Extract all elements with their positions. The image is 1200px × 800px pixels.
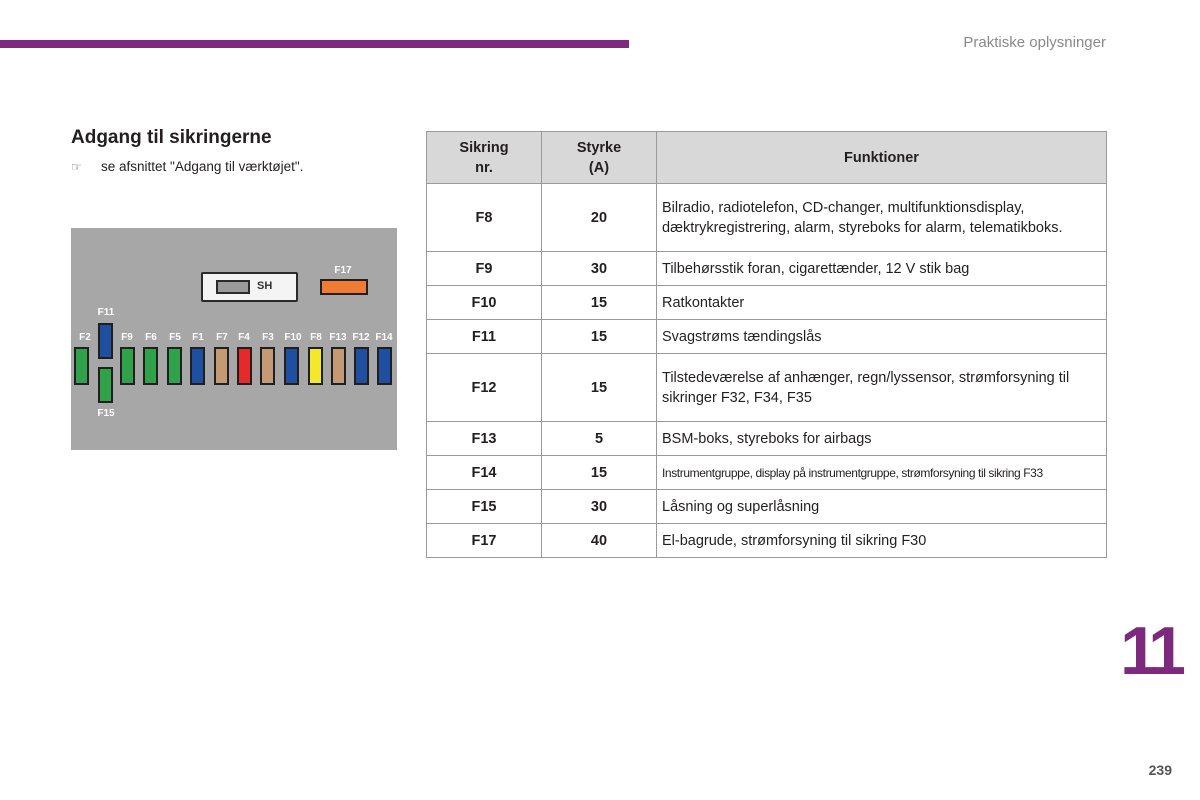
function-cell: El-bagrude, strømforsyning til sikring F30 xyxy=(657,524,1107,558)
fuse-label-f9: F9 xyxy=(121,332,133,343)
fuse-f10 xyxy=(284,347,299,385)
fuse-label-f8: F8 xyxy=(310,332,322,343)
fuse-label-f2: F2 xyxy=(79,332,91,343)
amperage-cell: 20 xyxy=(542,184,657,252)
fuse-nr-cell: F9 xyxy=(427,252,542,286)
chapter-number: 11 xyxy=(1120,613,1180,689)
fuse-label-f10: F10 xyxy=(284,332,302,343)
table-row xyxy=(427,252,1107,286)
fuse-f13 xyxy=(331,347,346,385)
header-functions: Funktioner xyxy=(657,132,1107,184)
amperage-cell: 30 xyxy=(542,252,657,286)
fuse-f2 xyxy=(74,347,89,385)
function-cell: Svagstrøms tændingslås xyxy=(657,320,1107,354)
fuse-f6 xyxy=(143,347,158,385)
amperage-cell: 30 xyxy=(542,490,657,524)
pointing-hand-icon: ☞ xyxy=(71,159,82,174)
fuse-nr-cell: F10 xyxy=(427,286,542,320)
fuse-label-f1: F1 xyxy=(192,332,204,343)
header-fuse-nr: Sikring nr. xyxy=(427,132,542,184)
table-row xyxy=(427,354,1107,422)
fuse-label-f5: F5 xyxy=(169,332,181,343)
function-cell: Låsning og superlåsning xyxy=(657,490,1107,524)
fuse-label-f11: F11 xyxy=(97,307,115,318)
fuse-nr-cell: F12 xyxy=(427,354,542,422)
page-number: 239 xyxy=(1148,762,1172,778)
fuse-label-f6: F6 xyxy=(145,332,157,343)
table-row xyxy=(427,456,1107,490)
table-row xyxy=(427,184,1107,252)
bullet-text: se afsnittet "Adgang til værktøjet". xyxy=(101,159,304,174)
fuse-nr-cell: F11 xyxy=(427,320,542,354)
fuse-f5 xyxy=(167,347,182,385)
fuse-label-f13: F13 xyxy=(329,332,347,343)
table-header-row xyxy=(427,132,1107,184)
function-cell: BSM-boks, styreboks for airbags xyxy=(657,422,1107,456)
table-row xyxy=(427,422,1107,456)
header-amperage: Styrke (A) xyxy=(542,132,657,184)
amperage-cell: 5 xyxy=(542,422,657,456)
function-cell: Bilradio, radiotelefon, CD-changer, multifunktionsdisplay, dæktrykregistrering, alarm, styreboks for alarm, telematikboks. xyxy=(657,184,1107,252)
fuse-f12 xyxy=(354,347,369,385)
fuse-f8 xyxy=(308,347,323,385)
function-cell: Instrumentgruppe, display på instrumentgruppe, strømforsyning til sikring F33 xyxy=(657,456,1107,490)
function-cell: Tilstedeværelse af anhænger, regn/lyssensor, strømforsyning til sikringer F32, F34, F35 xyxy=(657,354,1107,422)
section-header: Praktiske oplysninger xyxy=(963,34,1106,51)
fuse-label-f7: F7 xyxy=(216,332,228,343)
table-row xyxy=(427,490,1107,524)
fuse-nr-cell: F17 xyxy=(427,524,542,558)
sh-shunt xyxy=(201,272,298,302)
fuse-label-f14: F14 xyxy=(375,332,393,343)
fuse-f14 xyxy=(377,347,392,385)
fuse-label-f12: F12 xyxy=(352,332,370,343)
amperage-cell: 15 xyxy=(542,320,657,354)
fuse-f9 xyxy=(120,347,135,385)
fuse-label-f15: F15 xyxy=(97,408,115,419)
fuse-nr-cell: F8 xyxy=(427,184,542,252)
amperage-cell: 15 xyxy=(542,456,657,490)
fuse-f4 xyxy=(237,347,252,385)
fuse-label-f3: F3 xyxy=(262,332,274,343)
fuse-f17 xyxy=(320,279,368,295)
fuse-label-f17: F17 xyxy=(334,265,352,276)
fuse-nr-cell: F13 xyxy=(427,422,542,456)
fuse-label-f4: F4 xyxy=(238,332,250,343)
fuse-table xyxy=(426,131,1107,558)
fuse-f7 xyxy=(214,347,229,385)
fuse-f3 xyxy=(260,347,275,385)
bullet-line xyxy=(71,159,303,174)
fuse-nr-cell: F15 xyxy=(427,490,542,524)
page-heading: Adgang til sikringerne xyxy=(71,127,272,148)
amperage-cell: 15 xyxy=(542,286,657,320)
table-row xyxy=(427,524,1107,558)
amperage-cell: 40 xyxy=(542,524,657,558)
fuse-f11 xyxy=(98,323,113,359)
fuse-nr-cell: F14 xyxy=(427,456,542,490)
fuse-f15 xyxy=(98,367,113,403)
function-cell: Tilbehørsstik foran, cigarettænder, 12 V stik bag xyxy=(657,252,1107,286)
table-row xyxy=(427,320,1107,354)
top-accent-bar xyxy=(0,40,629,48)
sh-label: SH xyxy=(257,280,273,292)
fuse-f1 xyxy=(190,347,205,385)
function-cell: Ratkontakter xyxy=(657,286,1107,320)
table-row xyxy=(427,286,1107,320)
amperage-cell: 15 xyxy=(542,354,657,422)
fusebox-diagram xyxy=(71,228,397,450)
sh-shunt-slot xyxy=(216,280,250,294)
